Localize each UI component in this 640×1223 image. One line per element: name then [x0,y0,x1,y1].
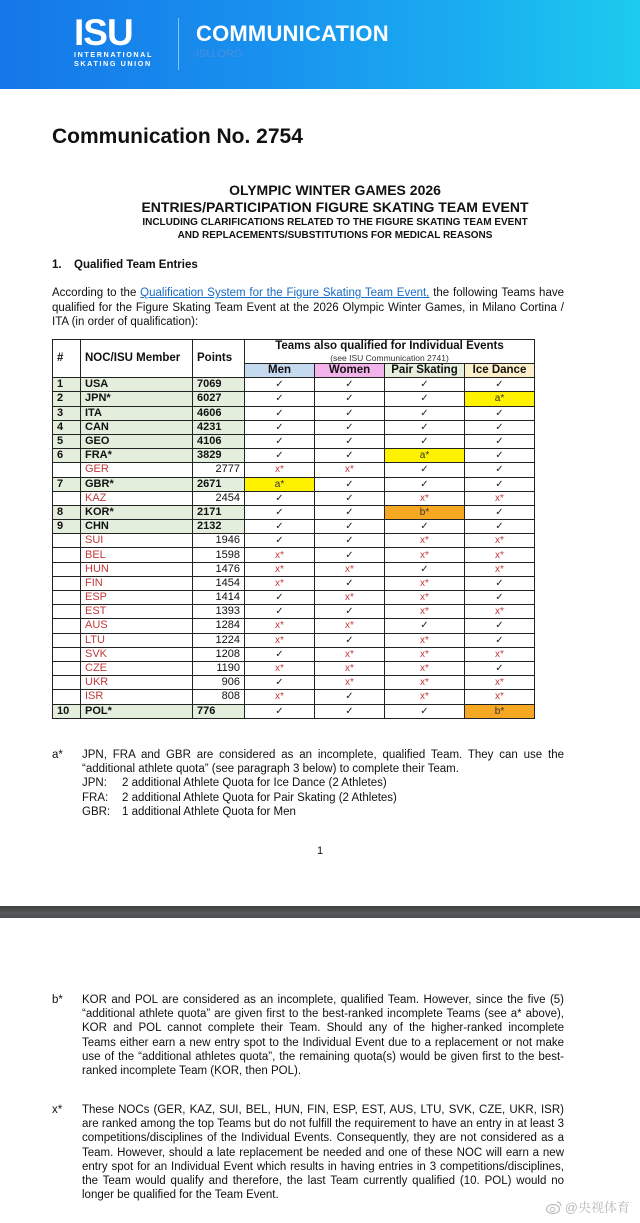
col-header-group [245,340,535,364]
women-checkmark-icon: ✓ [315,690,385,704]
points-cell: 1284 [193,619,245,633]
pair-x-mark-cell: x* [385,633,465,647]
points-cell: 1454 [193,576,245,590]
note-b-key: b* [52,994,63,1006]
table-row [53,520,535,534]
noc-cell: USA [81,378,193,392]
women-checkmark-icon: ✓ [315,392,385,406]
men-x-mark-cell: x* [245,661,315,675]
points-cell: 1393 [193,605,245,619]
points-cell: 2132 [193,520,245,534]
men-a-mark-cell: a* [245,477,315,491]
table-row [53,406,535,420]
noc-cell: KOR* [81,505,193,519]
watermark [546,1197,630,1216]
table-row [53,420,535,434]
rank-cell: 9 [53,520,81,534]
men-checkmark-icon: ✓ [245,676,315,690]
noc-cell: LTU [81,633,193,647]
men-checkmark-icon: ✓ [245,520,315,534]
rank-cell [53,676,81,690]
points-cell: 1208 [193,647,245,661]
dance-b-mark-cell: b* [465,704,535,718]
table-row [53,378,535,392]
table-row [53,591,535,605]
col-header-noc: NOC/ISU Member [81,340,193,378]
rank-cell [53,576,81,590]
men-checkmark-icon: ✓ [245,647,315,661]
women-checkmark-icon: ✓ [315,576,385,590]
dance-checkmark-icon: ✓ [465,406,535,420]
pair-x-mark-cell: x* [385,491,465,505]
noc-cell: GEO [81,434,193,448]
points-cell: 4231 [193,420,245,434]
pair-checkmark-icon: ✓ [385,619,465,633]
pair-checkmark-icon: ✓ [385,477,465,491]
table-row [53,392,535,406]
pair-x-mark-cell: x* [385,690,465,704]
rank-cell: 8 [53,505,81,519]
col-header-women: Women [315,364,385,378]
noc-cell: GBR* [81,477,193,491]
table-row [53,534,535,548]
dance-x-mark-cell: x* [465,676,535,690]
rank-cell [53,562,81,576]
noc-cell: FRA* [81,449,193,463]
noc-cell: GER [81,463,193,477]
isu-logo [74,12,162,72]
men-checkmark-icon: ✓ [245,378,315,392]
quota-row [82,776,564,790]
men-checkmark-icon: ✓ [245,491,315,505]
table-row [53,434,535,448]
dance-checkmark-icon: ✓ [465,633,535,647]
rank-cell: 4 [53,420,81,434]
dance-x-mark-cell: x* [465,562,535,576]
intro-paragraph [52,286,564,330]
dance-checkmark-icon: ✓ [465,591,535,605]
col-header-rank: # [53,340,81,378]
table-row [53,661,535,675]
group-header-subtitle: (see ISU Communication 2741) [330,353,449,363]
table-row [53,676,535,690]
rank-cell: 10 [53,704,81,718]
women-checkmark-icon: ✓ [315,534,385,548]
women-x-mark-cell: x* [315,619,385,633]
women-checkmark-icon: ✓ [315,548,385,562]
points-cell: 4606 [193,406,245,420]
points-cell: 4106 [193,434,245,448]
men-checkmark-icon: ✓ [245,434,315,448]
pair-a-mark-cell: a* [385,449,465,463]
noc-cell: BEL [81,548,193,562]
women-checkmark-icon: ✓ [315,420,385,434]
women-checkmark-icon: ✓ [315,520,385,534]
note-a-key: a* [52,749,63,761]
noc-cell: JPN* [81,392,193,406]
title-line-2: ENTRIES/PARTICIPATION FIGURE SKATING TEAM EVENT [141,199,529,215]
men-checkmark-icon: ✓ [245,704,315,718]
men-checkmark-icon: ✓ [245,591,315,605]
noc-cell: CAN [81,420,193,434]
pair-x-mark-cell: x* [385,647,465,661]
col-header-pair: Pair Skating [385,364,465,378]
col-header-points: Points [193,340,245,378]
table-row [53,690,535,704]
dance-x-mark-cell: x* [465,548,535,562]
banner-website: ISU.ORG [196,48,243,60]
points-cell: 1476 [193,562,245,576]
points-cell: 906 [193,676,245,690]
women-x-mark-cell: x* [315,463,385,477]
quota-row [82,805,564,819]
table-row [53,605,535,619]
logo-divider [178,18,179,70]
dance-checkmark-icon: ✓ [465,449,535,463]
points-cell: 1224 [193,633,245,647]
women-checkmark-icon: ✓ [315,477,385,491]
noc-cell: HUN [81,562,193,576]
isu-logo-line2: SKATING UNION [74,59,152,68]
rank-cell: 1 [53,378,81,392]
pair-checkmark-icon: ✓ [385,562,465,576]
dance-checkmark-icon: ✓ [465,420,535,434]
noc-cell: AUS [81,619,193,633]
table-row [53,477,535,491]
dance-a-mark-cell: a* [465,392,535,406]
pair-b-mark-cell: b* [385,505,465,519]
pair-x-mark-cell: x* [385,661,465,675]
section-heading [52,259,198,271]
dance-x-mark-cell: x* [465,605,535,619]
pair-x-mark-cell: x* [385,534,465,548]
men-checkmark-icon: ✓ [245,534,315,548]
men-checkmark-icon: ✓ [245,505,315,519]
note-a [52,748,564,819]
communication-number: Communication No. 2754 [52,125,303,148]
section-number: 1. [52,259,62,271]
note-b-text: KOR and POL are considered as an incomplete, qualified Team. However, since the five (5) “additional athlete quota” are given first to the best-ranked incomplete Teams (see a* above), KOR and POL cannot complete their Team. Should any of the higher-ranked incomplete Teams either earn a new entry spot to the Individual Event due to a replacement or not make use of the “additional athletes quota”, the remaining quota(s) would be given first to the best-ranked incomplete Team (KOR, then POL). [82,994,564,1078]
quota-text: 2 additional Athlete Quota for Ice Dance (2 Athletes) [122,777,387,790]
noc-cell: EST [81,605,193,619]
isu-logo-mark: ISU [74,12,133,53]
intro-text-post: the following Teams have qualified for the Figure Skating Team Event at the 2026 Olympic Winter Games, in Milano Cortina / ITA (in order of qualification): [52,287,564,328]
isu-logo-line1: INTERNATIONAL [74,50,153,59]
pair-checkmark-icon: ✓ [385,420,465,434]
rank-cell [53,690,81,704]
points-cell: 2671 [193,477,245,491]
points-cell: 1598 [193,548,245,562]
rank-cell: 7 [53,477,81,491]
section-title: Qualified Team Entries [74,259,198,271]
title-line-4: AND REPLACEMENTS/SUBSTITUTIONS FOR MEDICAL REASONS [177,230,493,241]
table-row [53,449,535,463]
rank-cell [53,463,81,477]
dance-x-mark-cell: x* [465,491,535,505]
rank-cell [53,619,81,633]
dance-checkmark-icon: ✓ [465,520,535,534]
group-header-title: Teams also qualified for Individual Events [275,340,504,352]
dance-checkmark-icon: ✓ [465,505,535,519]
quota-noc: JPN: [82,777,107,790]
women-checkmark-icon: ✓ [315,633,385,647]
women-checkmark-icon: ✓ [315,449,385,463]
quota-text: 2 additional Athlete Quota for Pair Skating (2 Athletes) [122,791,397,804]
table-row [53,505,535,519]
title-line-1: OLYMPIC WINTER GAMES 2026 [229,182,441,198]
women-checkmark-icon: ✓ [315,704,385,718]
women-checkmark-icon: ✓ [315,491,385,505]
isu-header-banner [0,0,640,89]
noc-cell: UKR [81,676,193,690]
noc-cell: ISR [81,690,193,704]
dance-x-mark-cell: x* [465,534,535,548]
table-body [53,378,535,719]
rank-cell [53,491,81,505]
men-checkmark-icon: ✓ [245,406,315,420]
note-x-text: These NOCs (GER, KAZ, SUI, BEL, HUN, FIN, ESP, EST, AUS, LTU, SVK, CZE, UKR, ISR) are ranked among the top Teams but do not fulfill the requirement to have an entry in at least 3 competitions/disciplines of the Individual Events. Consequently, they are not considered as a Team. However, should a late replacement be needed and one of these NOC will earn a new entry spot for an Individual Event which results in having entries in 3 competitions/disciplines, the Team would qualify and therefore, the last Team currently qualified (10. POL) would no longer be qualified for the Team Event. [82,1104,564,1202]
dance-x-mark-cell: x* [465,690,535,704]
rank-cell [53,661,81,675]
noc-cell: SUI [81,534,193,548]
pair-checkmark-icon: ✓ [385,463,465,477]
pair-checkmark-icon: ✓ [385,378,465,392]
rank-cell: 5 [53,434,81,448]
rank-cell [53,633,81,647]
note-a-text: JPN, FRA and GBR are considered as an incomplete, qualified Team. They can use the “additional athlete quota” (see paragraph 3 below) to complete their Team. [82,749,564,776]
rank-cell: 6 [53,449,81,463]
rank-cell: 2 [53,392,81,406]
dance-checkmark-icon: ✓ [465,619,535,633]
men-x-mark-cell: x* [245,548,315,562]
watermark-text: @央视体育 [564,1200,630,1215]
page-number: 1 [316,845,324,857]
men-checkmark-icon: ✓ [245,420,315,434]
document-title-block [0,182,640,242]
pair-x-mark-cell: x* [385,676,465,690]
noc-cell: CHN [81,520,193,534]
men-checkmark-icon: ✓ [245,392,315,406]
points-cell: 1190 [193,661,245,675]
points-cell: 3829 [193,449,245,463]
table-row [53,647,535,661]
rank-cell [53,534,81,548]
women-checkmark-icon: ✓ [315,605,385,619]
table-row [53,633,535,647]
points-cell: 1946 [193,534,245,548]
men-x-mark-cell: x* [245,576,315,590]
qualified-teams-table [52,339,535,719]
pair-checkmark-icon: ✓ [385,520,465,534]
dance-checkmark-icon: ✓ [465,434,535,448]
men-x-mark-cell: x* [245,619,315,633]
men-x-mark-cell: x* [245,562,315,576]
rank-cell [53,548,81,562]
table-row [53,548,535,562]
pair-checkmark-icon: ✓ [385,406,465,420]
note-b [52,993,564,1078]
men-checkmark-icon: ✓ [245,605,315,619]
col-header-men: Men [245,364,315,378]
pair-x-mark-cell: x* [385,548,465,562]
rank-cell [53,591,81,605]
women-checkmark-icon: ✓ [315,434,385,448]
men-x-mark-cell: x* [245,463,315,477]
table-row [53,704,535,718]
table-row [53,619,535,633]
noc-cell: KAZ [81,491,193,505]
title-line-3: INCLUDING CLARIFICATIONS RELATED TO THE FIGURE SKATING TEAM EVENT [142,217,528,228]
page-separator [0,906,640,918]
table-row [53,491,535,505]
rank-cell: 3 [53,406,81,420]
pair-checkmark-icon: ✓ [385,704,465,718]
rank-cell [53,605,81,619]
pair-x-mark-cell: x* [385,576,465,590]
table-row [53,463,535,477]
points-cell: 776 [193,704,245,718]
points-cell: 7069 [193,378,245,392]
points-cell: 2454 [193,491,245,505]
women-x-mark-cell: x* [315,591,385,605]
men-x-mark-cell: x* [245,633,315,647]
women-x-mark-cell: x* [315,676,385,690]
qualification-system-link[interactable]: Qualification System for the Figure Skating Team Event, [140,287,430,299]
banner-title: COMMUNICATION [196,21,389,46]
table-row [53,576,535,590]
women-x-mark-cell: x* [315,562,385,576]
quota-noc: GBR: [82,805,111,818]
noc-cell: SVK [81,647,193,661]
women-checkmark-icon: ✓ [315,406,385,420]
noc-cell: FIN [81,576,193,590]
intro-text-pre: According to the [52,287,141,299]
men-x-mark-cell: x* [245,690,315,704]
quota-noc: FRA: [82,791,109,804]
note-x [52,1103,564,1202]
table-row [53,562,535,576]
points-cell: 6027 [193,392,245,406]
pair-checkmark-icon: ✓ [385,434,465,448]
rank-cell [53,647,81,661]
women-checkmark-icon: ✓ [315,378,385,392]
pair-x-mark-cell: x* [385,605,465,619]
women-x-mark-cell: x* [315,661,385,675]
points-cell: 1414 [193,591,245,605]
dance-checkmark-icon: ✓ [465,576,535,590]
pair-x-mark-cell: x* [385,591,465,605]
dance-checkmark-icon: ✓ [465,463,535,477]
noc-cell: CZE [81,661,193,675]
points-cell: 808 [193,690,245,704]
quota-text: 1 additional Athlete Quota for Men [122,805,296,818]
points-cell: 2777 [193,463,245,477]
noc-cell: ITA [81,406,193,420]
noc-cell: ESP [81,591,193,605]
col-header-dance: Ice Dance [465,364,535,378]
points-cell: 2171 [193,505,245,519]
dance-checkmark-icon: ✓ [465,378,535,392]
quota-row [82,791,564,805]
women-checkmark-icon: ✓ [315,505,385,519]
dance-checkmark-icon: ✓ [465,661,535,675]
noc-cell: POL* [81,704,193,718]
pair-checkmark-icon: ✓ [385,392,465,406]
weibo-icon [546,1200,562,1214]
dance-x-mark-cell: x* [465,647,535,661]
men-checkmark-icon: ✓ [245,449,315,463]
dance-checkmark-icon: ✓ [465,477,535,491]
note-x-key: x* [52,1104,63,1116]
women-x-mark-cell: x* [315,647,385,661]
